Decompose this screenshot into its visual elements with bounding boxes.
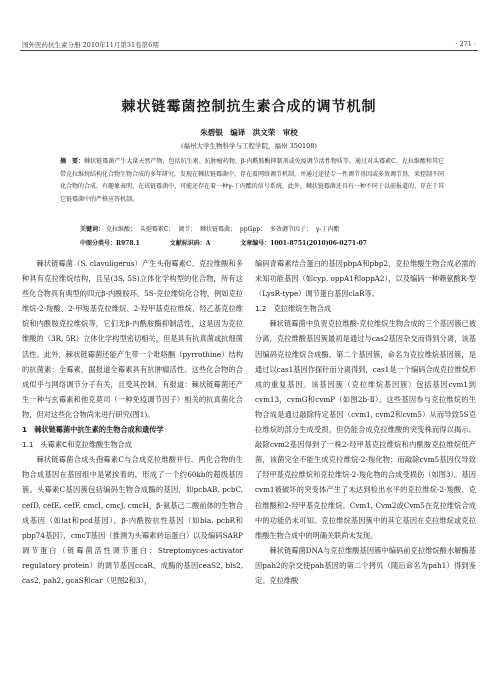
article-meta (80, 238, 480, 247)
authors: 朱碧银 编译 洪文荣 审校 (200, 128, 298, 137)
paragraph: 棘状链霉菌合成头孢霉素C与合成克拉维酸并行。两化合物的生物合成基因在基因组中是紧挨着的，形成了一个约60kb的超级基因簇。头霉素C基因簇包括编码生物合成酶的基因，如pcbAB, pcbC, cefD, cefE, cefF, cmcI, cmcJ, cmcH，β-氨基己二酸前体的生物合成基因（如lat和pcd基因），β-内酰胺抗性基因（如bla, pcbR和pbp74基因），cmcT基因（推测为头霉素转运蛋白）以及编码SARP调节蛋白（链霉菌活性调节蛋白：Streptomyces-activator regulatory protein）的调节基因ccaR。成酶的基因ceaS2, bls2, cas2, pah2, gcaS和car（见图2和3）， (22, 455, 243, 585)
article-title: 棘状链霉菌控制抗生素合成的调节机制 (121, 99, 377, 115)
paragraph: 编码青霉素结合蛋白的基因pbpA和pbp2，克拉维酸生物合成必需的未知功能基因（如cyp, oppA1和oppA2），以及编码一种赖氨酸R-型（LysR-type）调节蛋白基因claR等。 (255, 259, 476, 299)
keywords (80, 224, 450, 233)
section-heading: 1 棘状链霉菌中抗生素的生物合成和遗传学 (22, 425, 164, 435)
keyword: 头孢霉素C； (139, 226, 175, 233)
page-header (0, 0, 498, 52)
subsection-heading: 1.2 克拉维烷生物合成 (255, 304, 332, 314)
abstract-text: 棘状链霉菌产生大量天然产物，包括抗生素、抗肿瘤药物、β-内酰胺酶抑制剂或免疫调节活性物质等。通过对头霉素C、克拉维酸和其它带克拉维烷结构化合物生物合成的多年研究，发现在棘状链霉菌中，存在着网络调节机制，并通过途径专一性调节基因或多效调节基，来控制不同化合物的合成，有趣象表明，在该链霉菌中，可能还存在着一种γ-丁内酯的信号系统，此外，棘状链霉菌还具有一种不同于以前报道的、存在于其它链霉菌中的严格应答机制。 (60, 158, 445, 203)
subsection-heading: 1.1 头霉素C和克拉维酸生物合成 (22, 440, 132, 450)
page-number: · 271 · (455, 40, 476, 48)
paragraph: 棘状链霉菌中负责克拉维酸-克拉维烷生物合成的三个基因簇已被分离，克拉维酸基因簇最初是通过与cas2基因杂交而得到分离，该基因编码克拉维烷合成酶。第二个基因簇，命名为克拉维烷基因簇，是通过以cas1基因作探针而分离得到，cas1是一个编码合成克拉维烷形成的重复基因。该基因簇（克拉维烷基因簇）包括基因cvm1到cvm13，cvmG和cvmP（如图2b-Ⅱ）。这些基因参与克拉维烷的生物合成是通过敲除特定基因（cvm1, cvm2和cvm5）从而导致5S克拉维烷的部分生成受损，但仍能合成克拉维酸的突变株而得以揭示。敲除cvm2基因得到了一株2-羟甲基克拉维烷和内酰胺克拉维烷低产菌，该菌完全不能生成克拉维烷-2-羧化物；而敲除cvm5基因仅导致了羟甲基克拉维烷和克拉维烷-2-羧化物的合成受损伤（如图3）。基因cvm1被破坏的突变体产生了未达到检出水平的克拉维烷-2-羧酸、克拉维酸和2-羟甲基克拉维烷。Cvm1, Cvm2或Cvm5在克拉维烷合成中的功能仍未可知。克拉维烷基因簇中的其它基因在克拉维烷或克拉维酸生物合成中的明确关联尚未发现。 (255, 319, 476, 540)
clc-number: 中图分类号：R978.1 (80, 240, 140, 247)
left-column (22, 256, 243, 588)
affiliation: (福州大学生物科学与工程学院，福州 350108) (181, 142, 317, 150)
abstract (60, 156, 444, 206)
header-rule (20, 50, 478, 51)
article-number: 文章编号：1001-8751(2010)06-0271-07 (240, 240, 367, 247)
document-code: 文献标识码：A (169, 240, 211, 247)
keyword: 棘状链霉菌； (200, 226, 237, 233)
journal-header: 国外医药抗生素分册 2010年11月第31卷第6期 (22, 41, 159, 49)
abstract-label: 摘 要： (60, 158, 85, 165)
paragraph: 棘状链霉菌DNA与克拉维酸基因簇中编码前克拉维烷酸水解酶基因pah2的杂交使pah基因的第二个拷贝（随后命名为pah1）得到鉴定。克拉维酸 (255, 545, 476, 585)
keywords-label: 关键词： (80, 226, 105, 233)
keyword: 多效调节因子； (269, 226, 312, 233)
keyword: ppGpp； (239, 226, 267, 233)
keyword: γ-丁内酯 (315, 226, 340, 233)
paragraph: 棘状链霉菌（S. clavuligerus）产生头孢霉素C、克拉维酸和多种具有克拉维烷结构，且呈(3S, 5S)立体化学构型的化合物，所有这些化合物具有典型的四元β-内酰胺环。5S-克拉维烷化合物，例如克拉维烷-2-羧酸、2-甲羧基克拉维烷、2-羟甲基克拉维烷、羟乙基克拉维烷和内酰胺克拉维烷等，它们无β-内酰胺酶抑制活性，这是因为克拉维酸的（3R, 5R）立体化学构型密切相关，但是具有抗真菌或抗细菌活性。此外，棘状链霉菌还能产生带一个吡咯酮（pyrrothine）结构的抗菌素：全霉素，据报道全霉素具有抗肿瘤活性。这些化合物的合成似乎与网络调节分子有关，且受其控制。有报道：棘状链霉菌还产生一种与玄霉素和他克莫司（一种免疫调节因子）相关的抗真菌化合物，但对这些化合物尚未进行研究(图1)。 (22, 259, 243, 419)
keyword: 调节； (178, 226, 197, 233)
right-column (255, 256, 476, 588)
keyword: 克拉维酸； (105, 226, 136, 233)
